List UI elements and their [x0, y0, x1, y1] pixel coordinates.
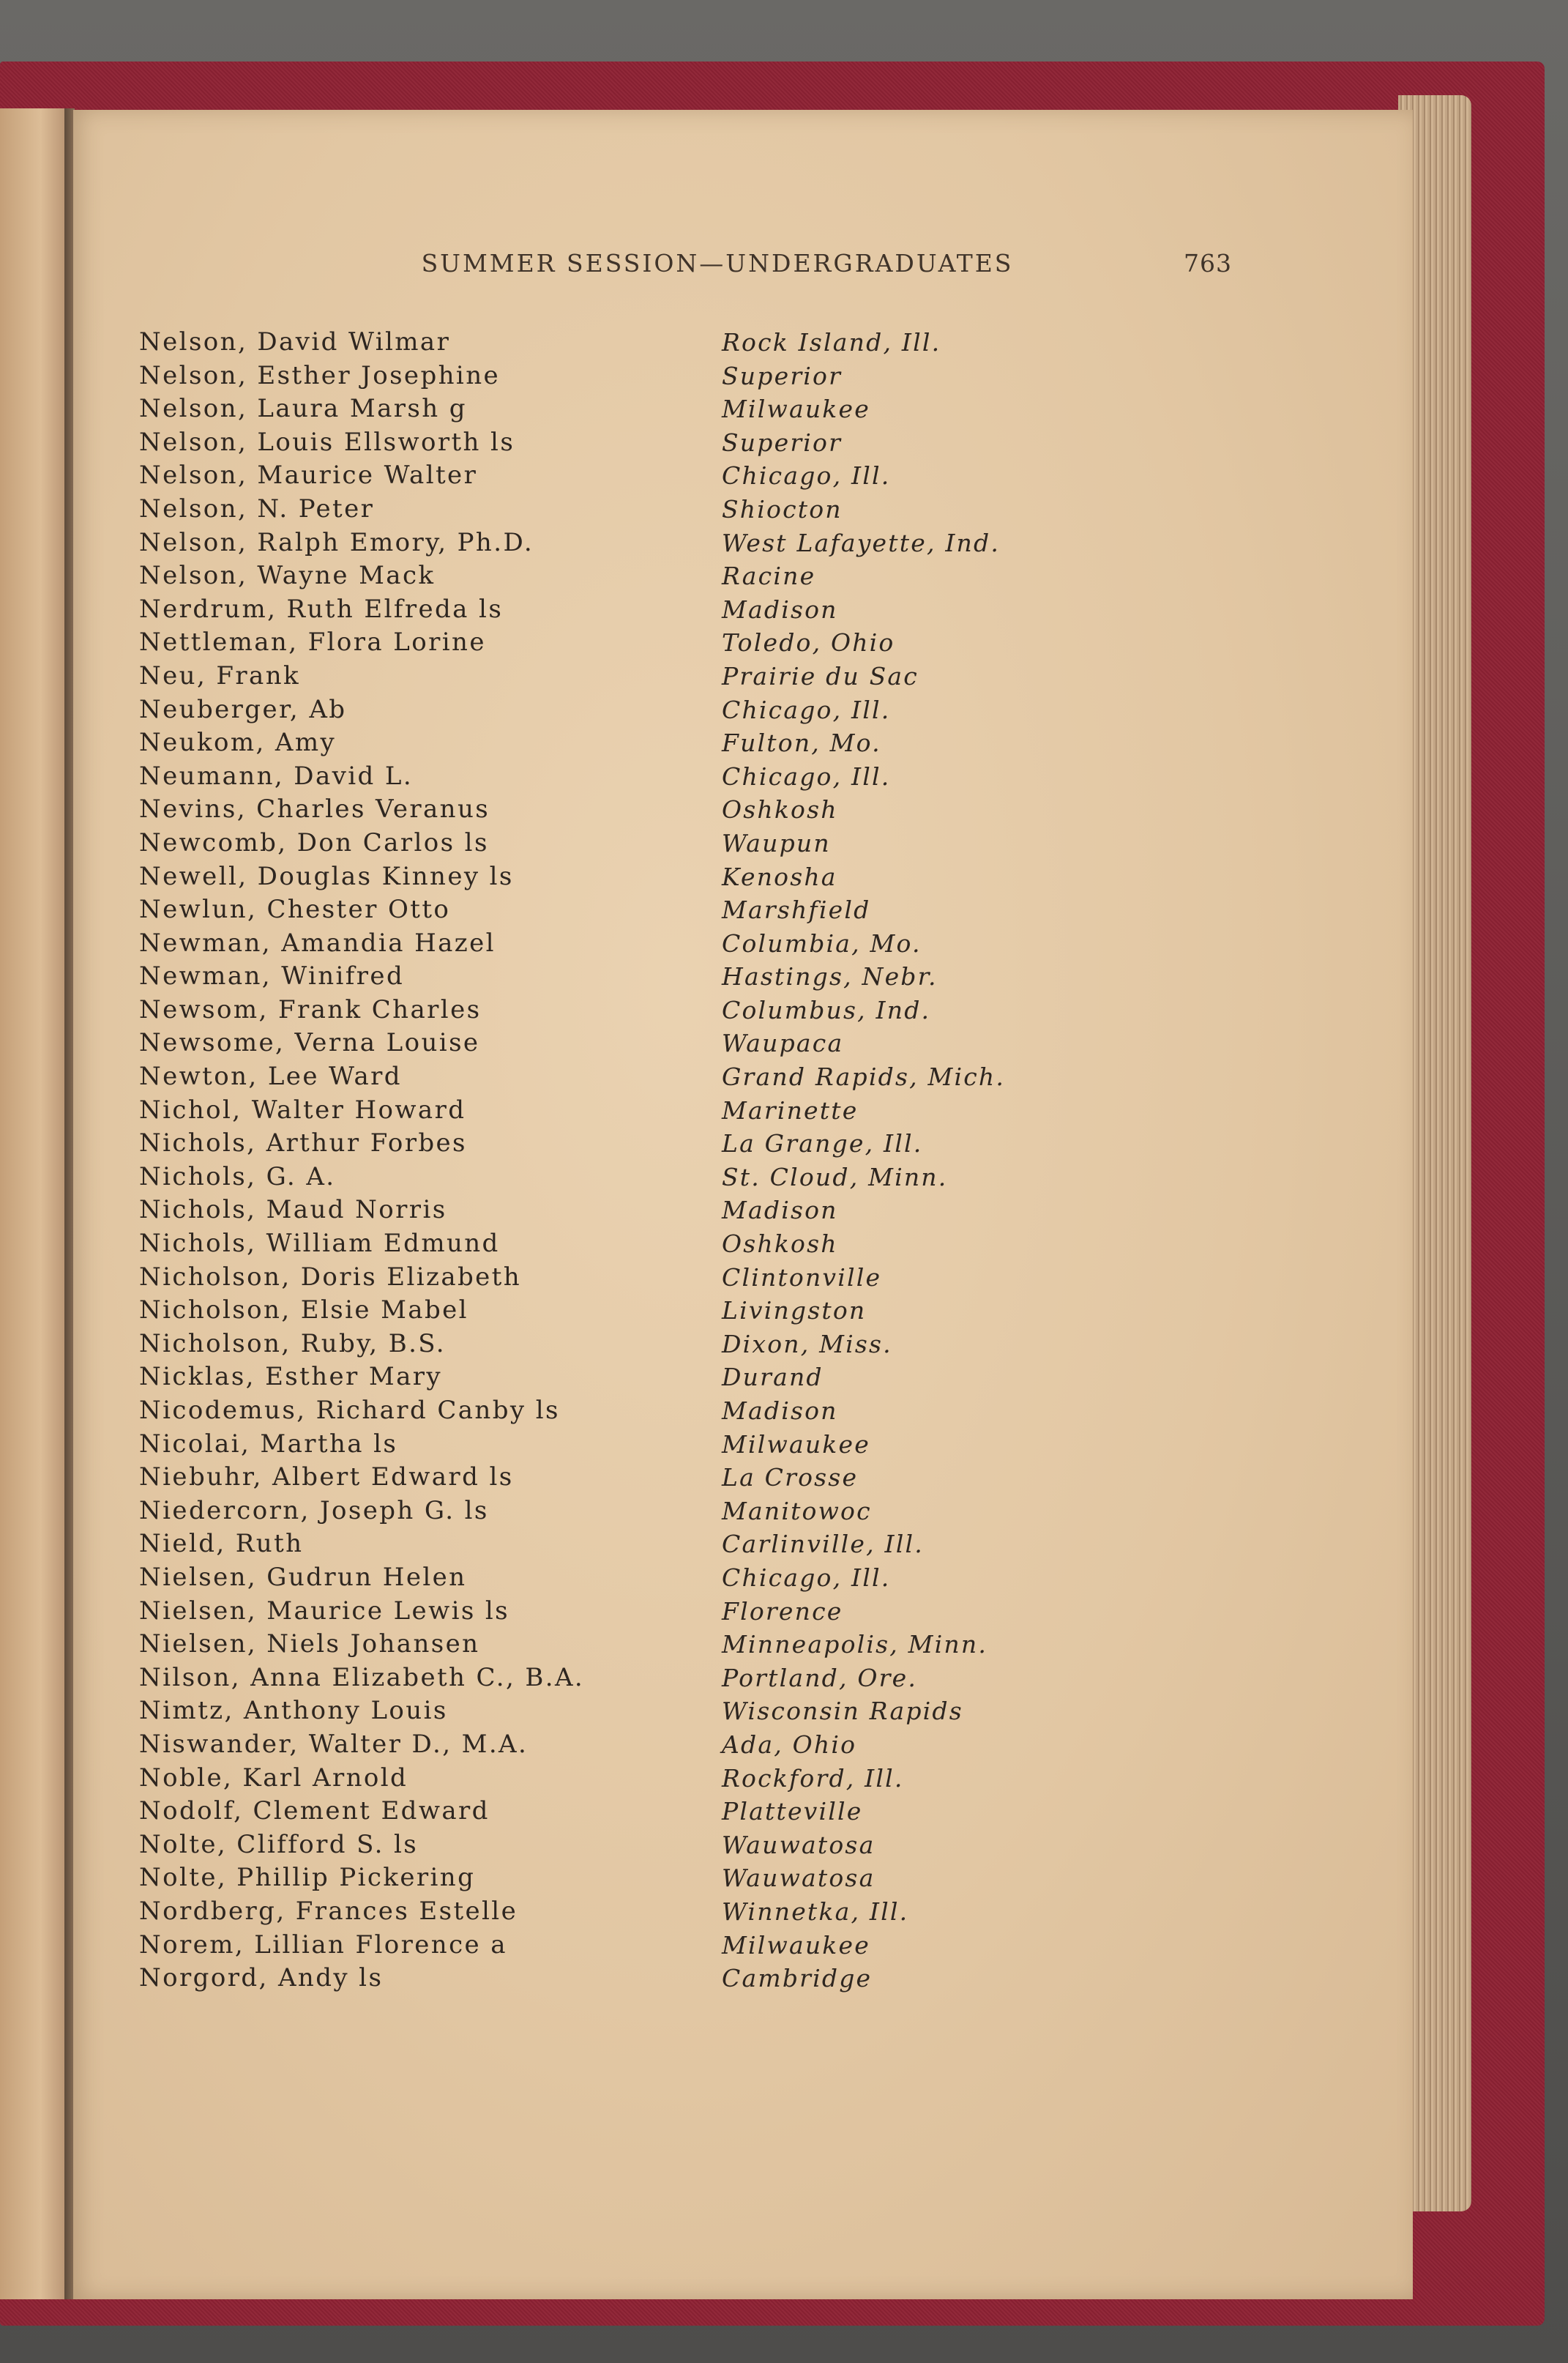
person-name: Nimtz, Anthony Louis: [139, 1696, 448, 1726]
list-item: [139, 1161, 1237, 1194]
list-item: [139, 827, 1237, 860]
hometown: Winnetka, Ill.: [722, 1897, 909, 1926]
person-name: Niedercorn, Joseph G. ls: [139, 1495, 489, 1525]
list-item: [139, 860, 1237, 894]
hometown: Portland, Ore.: [722, 1663, 918, 1692]
person-name: Niebuhr, Albert Edward ls: [139, 1462, 514, 1492]
list-item: [139, 893, 1237, 927]
person-name: Nichols, Arthur Forbes: [139, 1128, 467, 1158]
list-item: [139, 760, 1237, 794]
list-item: [139, 1027, 1237, 1060]
hometown: Chicago, Ill.: [722, 762, 891, 791]
hometown: Manitowoc: [722, 1496, 872, 1525]
hometown: West Lafayette, Ind.: [722, 528, 1001, 557]
person-name: Nicodemus, Richard Canby ls: [139, 1396, 560, 1425]
hometown: Wauwatosa: [722, 1830, 876, 1859]
person-name: Nicolai, Martha ls: [139, 1429, 398, 1459]
person-name: Nelson, Ralph Emory, Ph.D.: [139, 527, 534, 557]
hometown: Wauwatosa: [722, 1864, 876, 1893]
hometown: Clintonville: [722, 1262, 882, 1292]
list-item: [139, 1929, 1237, 1962]
person-name: Nelson, Maurice Walter: [139, 461, 478, 491]
person-name: Newlun, Chester Otto: [139, 895, 451, 925]
person-name: Nelson, Louis Ellsworth ls: [139, 427, 515, 457]
hometown: Cambridge: [722, 1964, 873, 1993]
person-name: Nield, Ruth: [139, 1529, 304, 1559]
list-item: [139, 1561, 1237, 1595]
list-item: [139, 593, 1237, 627]
list-item: [139, 1661, 1237, 1695]
person-name: Newton, Lee Ward: [139, 1062, 402, 1092]
list-item: [139, 626, 1237, 660]
hometown: Ada, Ohio: [722, 1730, 857, 1759]
person-name: Nielsen, Maurice Lewis ls: [139, 1596, 510, 1626]
list-item: [139, 1227, 1237, 1261]
person-name: Newman, Winifred: [139, 961, 405, 991]
hometown: Superior: [722, 428, 843, 457]
hometown: Carlinville, Ill.: [722, 1530, 924, 1559]
hometown: Madison: [722, 1396, 838, 1425]
list-item: [139, 1294, 1237, 1328]
list-item: [139, 660, 1237, 693]
person-name: Nelson, Esther Josephine: [139, 360, 501, 390]
list-item: [139, 526, 1237, 560]
list-item: [139, 1261, 1237, 1295]
list-item: [139, 1194, 1237, 1227]
hometown: Oshkosh: [722, 1229, 838, 1259]
hometown: Florence: [722, 1596, 843, 1626]
list-item: [139, 1328, 1237, 1361]
person-name: Nicholson, Elsie Mabel: [139, 1295, 468, 1325]
hometown: Durand: [722, 1363, 824, 1392]
list-item: [139, 459, 1237, 493]
person-name: Nerdrum, Ruth Elfreda ls: [139, 594, 504, 624]
hometown: Madison: [722, 1196, 838, 1225]
hometown: Rock Island, Ill.: [722, 328, 941, 357]
running-header: [73, 249, 1413, 293]
hometown: Hastings, Nebr.: [722, 962, 938, 991]
list-item: [139, 1394, 1237, 1428]
hometown: Livingston: [722, 1296, 867, 1325]
person-name: Nelson, David Wilmar: [139, 327, 451, 357]
list-item: [139, 1895, 1237, 1929]
hometown: Columbus, Ind.: [722, 995, 931, 1024]
person-name: Newcomb, Don Carlos ls: [139, 827, 489, 857]
list-item: [139, 1127, 1237, 1161]
header-title: SUMMER SESSION—UNDERGRADUATES: [421, 249, 1014, 278]
book-page: [73, 110, 1413, 2299]
person-name: Nielsen, Niels Johansen: [139, 1629, 480, 1659]
list-item: [139, 1461, 1237, 1495]
person-name: Newsom, Frank Charles: [139, 994, 482, 1024]
hometown: Chicago, Ill.: [722, 461, 891, 491]
hometown: Milwaukee: [722, 395, 870, 424]
hometown: Platteville: [722, 1797, 863, 1826]
hometown: Milwaukee: [722, 1930, 870, 1960]
list-item: [139, 392, 1237, 426]
hometown: Dixon, Miss.: [722, 1329, 892, 1358]
list-item: [139, 1861, 1237, 1895]
hometown: Oshkosh: [722, 795, 838, 825]
person-name: Neumann, David L.: [139, 761, 414, 791]
hometown: Marinette: [722, 1095, 859, 1125]
list-item: [139, 360, 1237, 393]
person-name: Nilson, Anna Elizabeth C., B.A.: [139, 1662, 585, 1692]
person-name: Nichols, G. A.: [139, 1161, 336, 1191]
hometown: La Crosse: [722, 1463, 859, 1492]
list-item: [139, 1094, 1237, 1128]
hometown: Fulton, Mo.: [722, 729, 881, 758]
list-item: [139, 793, 1237, 827]
hometown: St. Cloud, Minn.: [722, 1162, 948, 1191]
left-page-edge: [0, 108, 67, 2299]
person-name: Nichol, Walter Howard: [139, 1095, 466, 1125]
person-name: Newsome, Verna Louise: [139, 1028, 480, 1058]
hometown: Racine: [722, 562, 816, 591]
person-name: Nodolf, Clement Edward: [139, 1796, 490, 1826]
list-item: [139, 326, 1237, 360]
person-name: Nelson, Wayne Mack: [139, 561, 436, 591]
hometown: Toledo, Ohio: [722, 628, 895, 658]
list-item: [139, 1962, 1237, 1995]
person-name: Nichols, Maud Norris: [139, 1195, 447, 1225]
list-item: [139, 1694, 1237, 1728]
person-name: Nolte, Phillip Pickering: [139, 1863, 476, 1893]
hometown: Minneapolis, Minn.: [722, 1630, 988, 1659]
hometown: Madison: [722, 595, 838, 624]
hometown: Waupun: [722, 828, 831, 857]
person-name: Norem, Lillian Florence a: [139, 1930, 507, 1960]
person-name: Nicklas, Esther Mary: [139, 1362, 443, 1392]
list-item: [139, 1828, 1237, 1862]
person-name: Neuberger, Ab: [139, 694, 347, 724]
person-name: Neu, Frank: [139, 660, 300, 691]
list-item: [139, 1428, 1237, 1462]
hometown: Columbia, Mo.: [722, 929, 922, 958]
hometown: Milwaukee: [722, 1429, 870, 1459]
list-item: [139, 1762, 1237, 1795]
person-name: Nelson, Laura Marsh g: [139, 394, 467, 424]
person-name: Neukom, Amy: [139, 728, 337, 758]
list-item: [139, 559, 1237, 593]
person-name: Nevins, Charles Veranus: [139, 795, 490, 825]
hometown: Prairie du Sac: [722, 661, 919, 691]
hometown: Waupaca: [722, 1029, 844, 1058]
list-item: [139, 1361, 1237, 1394]
list-item: [139, 960, 1237, 994]
list-item: [139, 693, 1237, 727]
hometown: Superior: [722, 361, 843, 390]
person-name: Nielsen, Gudrun Helen: [139, 1562, 467, 1592]
hometown: La Grange, Ill.: [722, 1129, 923, 1158]
list-item: [139, 1060, 1237, 1094]
list-item: [139, 1628, 1237, 1661]
list-item: [139, 927, 1237, 961]
list-item: [139, 1527, 1237, 1561]
person-name: Newman, Amandia Hazel: [139, 928, 496, 958]
hometown: Rockford, Ill.: [722, 1763, 904, 1793]
hometown: Chicago, Ill.: [722, 695, 891, 724]
person-name: Nicholson, Doris Elizabeth: [139, 1262, 522, 1292]
person-name: Nolte, Clifford S. ls: [139, 1829, 419, 1859]
list-item: [139, 1728, 1237, 1762]
person-name: Noble, Karl Arnold: [139, 1763, 408, 1793]
list-item: [139, 1795, 1237, 1828]
person-name: Nichols, William Edmund: [139, 1229, 500, 1259]
hometown: Wisconsin Rapids: [722, 1697, 963, 1726]
person-name: Newell, Douglas Kinney ls: [139, 861, 514, 891]
list-item: [139, 493, 1237, 526]
list-item: [139, 994, 1237, 1027]
hometown: Grand Rapids, Mich.: [722, 1063, 1006, 1092]
person-name: Nettleman, Flora Lorine: [139, 628, 486, 658]
list-item: [139, 726, 1237, 760]
person-name: Nelson, N. Peter: [139, 494, 375, 524]
person-name: Nordberg, Frances Estelle: [139, 1896, 518, 1926]
page-number: 763: [1184, 249, 1232, 278]
hometown: Chicago, Ill.: [722, 1563, 891, 1592]
list-item: [139, 1495, 1237, 1528]
list-item: [139, 1595, 1237, 1629]
hometown: Kenosha: [722, 862, 837, 891]
person-name: Niswander, Walter D., M.A.: [139, 1729, 529, 1759]
directory-list: [139, 326, 1237, 1995]
person-name: Nicholson, Ruby, B.S.: [139, 1328, 446, 1358]
person-name: Norgord, Andy ls: [139, 1963, 384, 1993]
hometown: Marshfield: [722, 896, 871, 925]
list-item: [139, 426, 1237, 460]
hometown: Shiocton: [722, 494, 843, 524]
